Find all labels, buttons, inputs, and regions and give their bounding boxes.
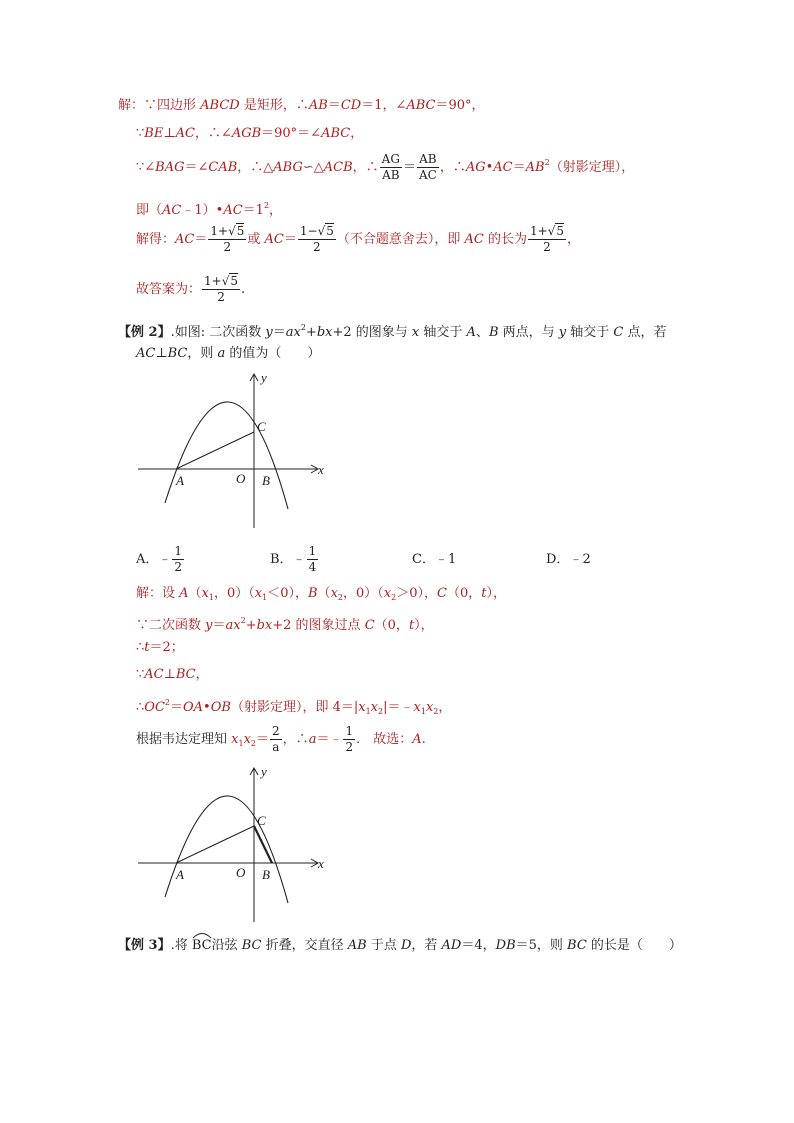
sol1-line1: 解：∵四边形 ABCD 是矩形，∴AB＝CD＝1，∠ABC＝90°， — [118, 98, 485, 113]
fraction-ab-ac: $\frac{AB}{AC}$ — [418, 152, 437, 182]
ex2-sol-line2: ∵二次函数 $y=ax^2+bx+2$ 的图象过点 C（0，t）， — [136, 616, 434, 633]
parabola-figure-2 — [130, 762, 340, 927]
sol1-line6: 故答案为： $\frac{1+√5}{2}$ . — [136, 274, 246, 304]
label-c: C — [257, 419, 266, 434]
label-b: B — [262, 867, 270, 882]
segment-ac — [176, 432, 254, 469]
ex2-question-line2: AC⊥BC，则 a 的值为（ ） — [136, 346, 321, 361]
example-tag: 【例 3】 — [118, 938, 171, 953]
ex2-sol-line6: 根据韦达定理知 $x_1x_2=$ $\frac{2}{a}$ ，∴a＝﹣ $\frac{1}{2}$ ． 故选：A. — [136, 724, 426, 754]
fraction-root1: $\frac{1+√5}{2}$ — [210, 224, 245, 254]
example-tag: 【例 2】 — [118, 325, 171, 340]
fraction-root2: $\frac{1-√5}{2}$ — [299, 224, 334, 254]
fraction-answer: $\frac{1+√5}{2}$ — [204, 274, 239, 304]
label-a: A — [176, 867, 184, 882]
label-b: B — [262, 473, 270, 488]
ex2-sol-line3: ∴t＝2； — [136, 640, 184, 655]
sol1-line4: 即$(AC﹣1)•AC=1^2$， — [136, 201, 283, 218]
sol1-line3: ∵∠BAG＝∠CAB，∴△ABG∽△ACB，∴ $\frac{AG}{AB}$ ＝ $\frac{AB}{AC}$ ，$\therefore AG•AC=AB^2$（射影定理）， — [136, 152, 635, 182]
arc-bc: BC — [192, 938, 212, 954]
option-b[interactable]: B．﹣ $\frac{1}{4}$ — [270, 544, 317, 574]
ex2-question-line1: 【例 2】.如图: 二次函数 $y=ax^2+bx+2$ 的图象与 x 轴交于 A、B 两点，与 y 轴交于 C 点，若 — [118, 323, 667, 340]
label-o: O — [236, 471, 246, 486]
parabola-curve — [165, 796, 288, 903]
option-d[interactable]: D．﹣2 — [546, 552, 591, 567]
label-y: y — [261, 764, 267, 779]
arc-mark-icon — [192, 931, 212, 939]
fraction-ag-ab: $\frac{AG}{AB}$ — [381, 152, 400, 182]
label-x: x — [318, 462, 324, 477]
parabola-figure-1 — [130, 368, 340, 533]
parabola-curve — [165, 402, 288, 509]
ex2-sol-line5: $\therefore OC^2=OA•OB$（射影定理），即 $4=|x_1x_2|=﹣x_1x_2$， — [136, 698, 452, 716]
sol1-line5: 解得：AC＝ $\frac{1+√5}{2}$ 或 AC＝ $\frac{1-√5}{2}$ （不合题意舍去），即 AC 的长为 $\frac{1+√5}{2}$ ， — [136, 224, 581, 254]
option-c[interactable]: C．﹣1 — [412, 552, 457, 567]
ex2-sol-line4: ∵AC⊥BC， — [136, 667, 209, 682]
label-y: y — [261, 370, 267, 385]
label-o: O — [236, 865, 246, 880]
label-x: x — [318, 856, 324, 871]
option-a[interactable]: A．﹣ $\frac{1}{2}$ — [136, 544, 183, 574]
sol1-line2: ∵BE⊥AC，∴∠AGB＝90°＝∠ABC， — [136, 126, 364, 141]
segment-ac — [176, 826, 254, 863]
label-a: A — [176, 473, 184, 488]
ex3-question: 【例 3】.将 BC沿弦 BC 折叠，交直径 AB 于点 D，若 AD＝4，DB＝5，则 BC 的长是（ ） — [118, 938, 682, 954]
fraction-root3: $\frac{1+√5}{2}$ — [530, 224, 564, 254]
ex2-sol-line1: 解：设 $A(x_1$，$0)(x_1<0)$，$B(x_2$，$0)(x_2>0)$，C（0，t）， — [136, 586, 506, 602]
label-c: C — [257, 813, 266, 828]
